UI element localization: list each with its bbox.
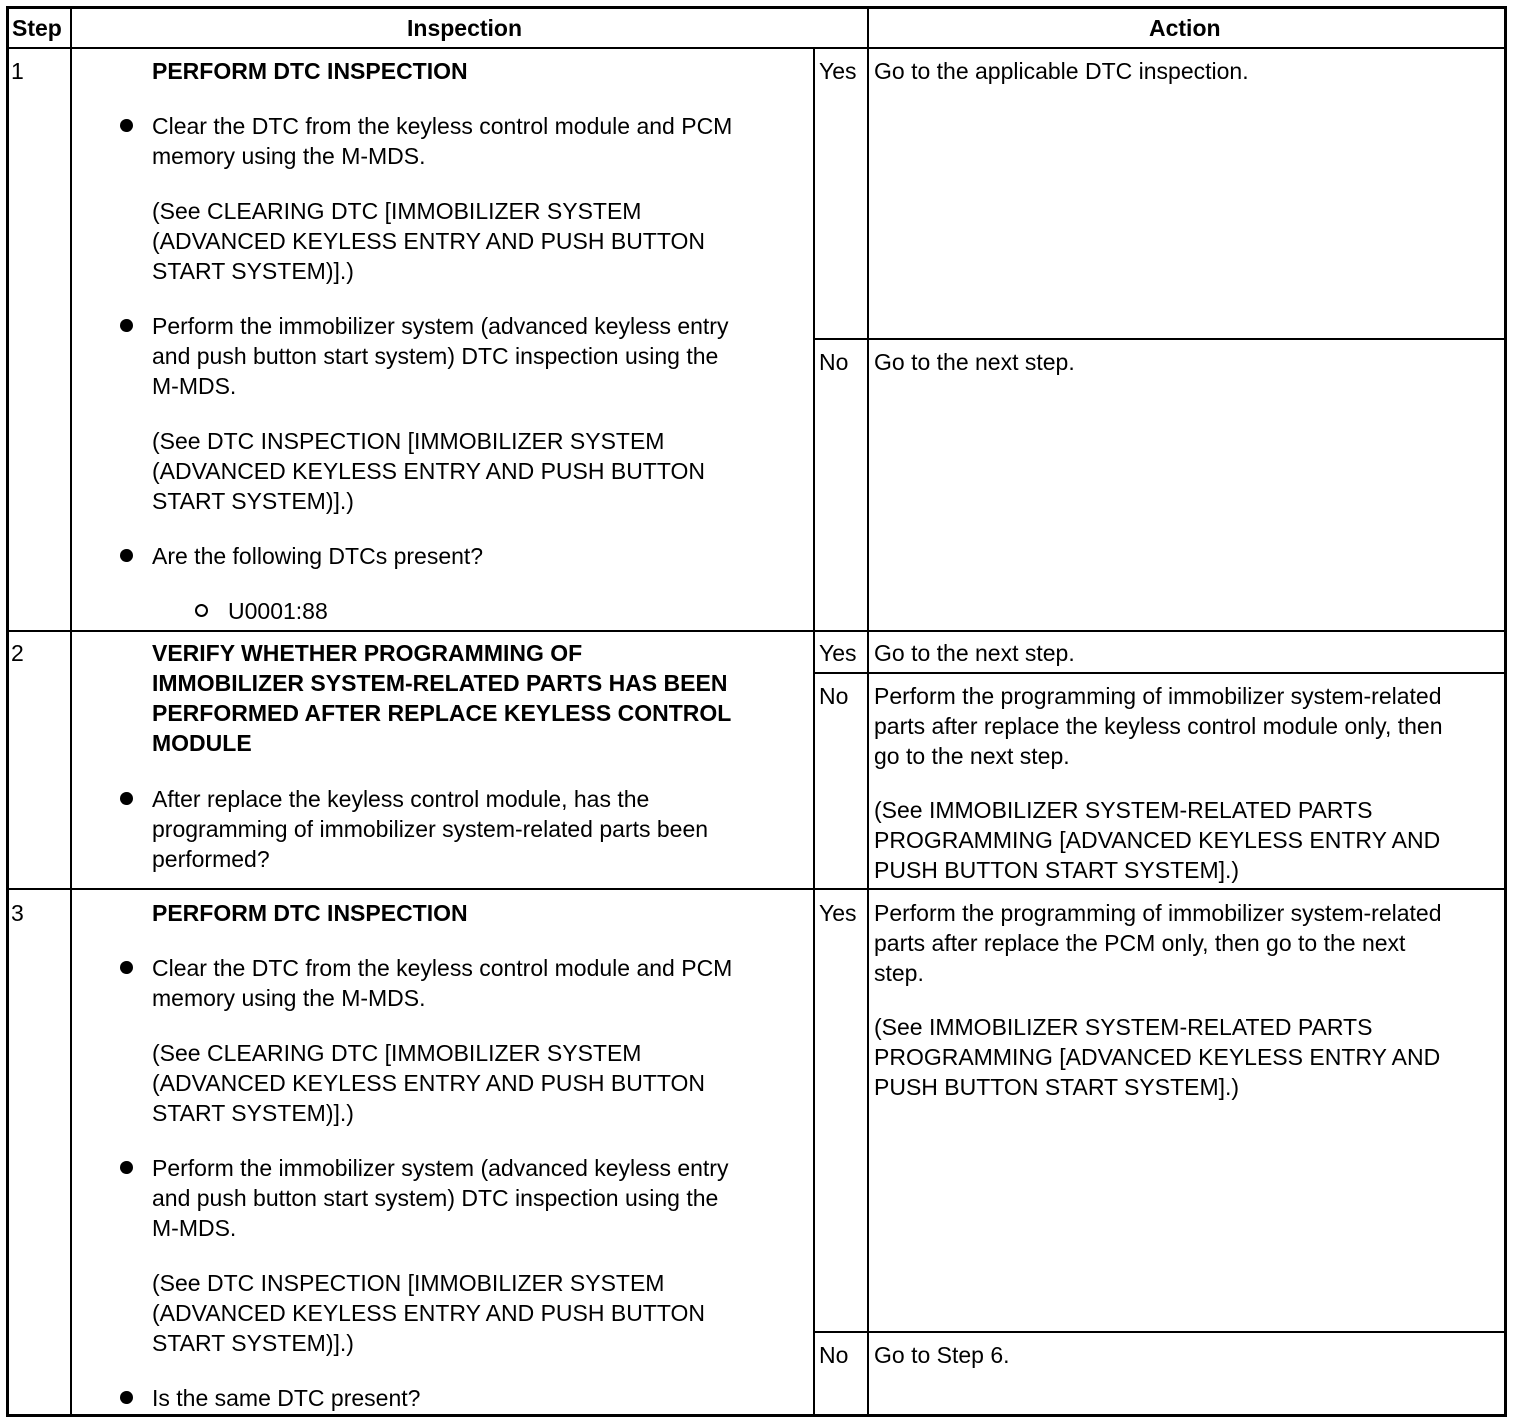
bullet-text: Perform the immobilizer system (advanced keyless entry and push button start system) DTC inspection using the M-MDS.: [152, 1155, 729, 1241]
row-divider: [8, 888, 1506, 890]
bullet-icon: [120, 792, 133, 805]
yes-label: Yes: [819, 640, 857, 666]
bullet-text: Clear the DTC from the keyless control module and PCM memory using the M-MDS.: [152, 955, 733, 1011]
bullet-icon: [120, 119, 133, 132]
step-title: VERIFY WHETHER PROGRAMMING OF IMMOBILIZER SYSTEM-RELATED PARTS HAS BEEN PERFORMED AFTER REPLACE KEYLESS CONTROL MODULE: [152, 640, 732, 756]
reference-note: (See CLEARING DTC [IMMOBILIZER SYSTEM (ADVANCED KEYLESS ENTRY AND PUSH BUTTON START SYSTEM)].): [152, 198, 705, 284]
bullet-icon: [120, 549, 133, 562]
bullet-text: Is the same DTC present?: [152, 1385, 421, 1411]
bullet-text: Clear the DTC from the keyless control module and PCM memory using the M-MDS.: [152, 113, 733, 169]
step-title: PERFORM DTC INSPECTION: [152, 58, 468, 84]
row-divider: [814, 1331, 1506, 1333]
step-number: 3: [11, 900, 24, 926]
header-inspection: Inspection: [407, 15, 523, 41]
bullet-icon: [120, 319, 133, 332]
no-label: No: [819, 349, 849, 375]
bullet-icon: [120, 961, 133, 974]
no-action: Perform the programming of immobilizer system-related parts after replace the keyless control module only, then go to the next step.: [874, 683, 1443, 769]
bullet-icon: [120, 1161, 133, 1174]
sub-bullet-icon: [195, 604, 208, 617]
bullet-text: Perform the immobilizer system (advanced keyless entry and push button start system) DTC inspection using the M-MDS.: [152, 313, 729, 399]
yes-label: Yes: [819, 58, 857, 84]
reference-note: (See IMMOBILIZER SYSTEM-RELATED PARTS PROGRAMMING [ADVANCED KEYLESS ENTRY AND PUSH BUTTON START SYSTEM].): [874, 1014, 1441, 1100]
bullet-icon: [120, 1391, 133, 1404]
reference-note: (See IMMOBILIZER SYSTEM-RELATED PARTS PROGRAMMING [ADVANCED KEYLESS ENTRY AND PUSH BUTTON START SYSTEM].): [874, 797, 1441, 883]
bullet-text: After replace the keyless control module, has the programming of immobilizer system-related parts been performed?: [152, 786, 709, 872]
row-divider: [814, 338, 1506, 340]
row-divider: [8, 630, 1506, 632]
bullet-text: Are the following DTCs present?: [152, 543, 484, 569]
yes-label: Yes: [819, 900, 857, 926]
step-number: 2: [11, 640, 24, 666]
reference-note: (See CLEARING DTC [IMMOBILIZER SYSTEM (ADVANCED KEYLESS ENTRY AND PUSH BUTTON START SYSTEM)].): [152, 1040, 705, 1126]
yes-action: Go to the applicable DTC inspection.: [874, 58, 1249, 84]
dtc-code: U0001:88: [228, 598, 328, 624]
reference-note: (See DTC INSPECTION [IMMOBILIZER SYSTEM (ADVANCED KEYLESS ENTRY AND PUSH BUTTON START SYSTEM)].): [152, 428, 705, 514]
reference-note: (See DTC INSPECTION [IMMOBILIZER SYSTEM (ADVANCED KEYLESS ENTRY AND PUSH BUTTON START SYSTEM)].): [152, 1270, 705, 1356]
no-label: No: [819, 683, 849, 709]
header-step: Step: [12, 15, 62, 41]
yes-action: Perform the programming of immobilizer system-related parts after replace the PCM only, then go to the next step.: [874, 900, 1442, 986]
column-divider: [813, 48, 815, 1416]
row-divider: [814, 672, 1506, 674]
no-action: Go to Step 6.: [874, 1342, 1010, 1368]
no-action: Go to the next step.: [874, 349, 1075, 375]
column-divider: [867, 8, 869, 1416]
header-action: Action: [1149, 15, 1221, 41]
no-label: No: [819, 1342, 849, 1368]
yes-action: Go to the next step.: [874, 640, 1075, 666]
row-divider: [8, 47, 1506, 49]
column-divider: [70, 8, 72, 1416]
step-title: PERFORM DTC INSPECTION: [152, 900, 468, 926]
step-number: 1: [11, 58, 24, 84]
